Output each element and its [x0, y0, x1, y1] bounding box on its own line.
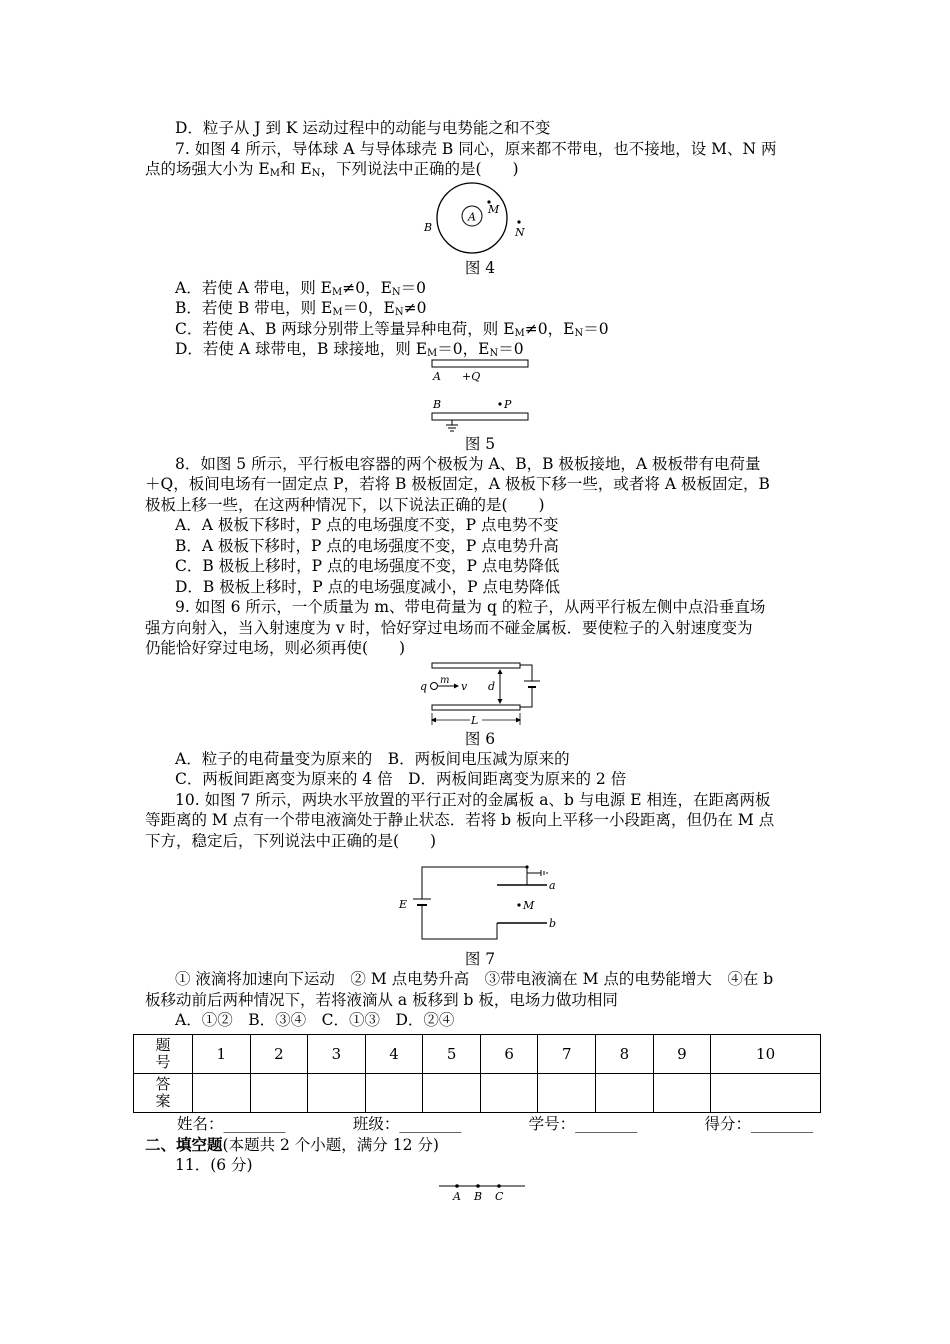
q8-option-d: D．B 极板上移时，P 点的电场强度减小，P 点电势降低: [175, 577, 560, 596]
label-a: A: [433, 369, 441, 383]
figure-q11: [433, 1180, 527, 1210]
label-q: q: [420, 679, 428, 693]
lower-plate: [432, 705, 520, 710]
q9-stem-line2: 强方向射入，当入射速度为 v 时，恰好穿过电场而不碰金属板．要使粒子的入射速度变为: [145, 618, 753, 637]
point-a: [455, 1184, 459, 1188]
answer-cell[interactable]: [538, 1073, 596, 1112]
label-b: B: [474, 1189, 483, 1203]
number-header: 题 号: [134, 1034, 193, 1073]
label-a: A: [453, 1189, 461, 1203]
figure-7-caption: 图 7: [464, 950, 496, 968]
question-number: 7: [538, 1034, 596, 1073]
student-info-line: [145, 1113, 815, 1135]
name-field[interactable]: 姓名：________: [177, 1114, 286, 1133]
label-a: a: [549, 879, 556, 892]
q9-stem-line1: 9. 如图 6 所示，一个质量为 m、带电荷量为 q 的粒子，从两平行板左侧中点沿垂直场: [175, 598, 766, 616]
label-b: B: [424, 220, 433, 234]
question-number: 2: [250, 1034, 308, 1073]
answer-cell[interactable]: [711, 1073, 821, 1112]
answer-table-answer-row: [134, 1073, 821, 1112]
question-number: 3: [308, 1034, 366, 1073]
point-m: [517, 903, 520, 906]
answer-cell[interactable]: [480, 1073, 538, 1112]
question-number: 4: [365, 1034, 423, 1073]
q8-stem-line3: 极板上移一些，在这两种情况下，以下说法正确的是( ): [145, 495, 545, 514]
q9-stem-line3: 仍能恰好穿过电场，则必须再使( ): [145, 639, 406, 657]
label-e: E: [399, 898, 408, 911]
answer-header: 答 案: [134, 1073, 193, 1112]
figure-4-caption: 图 4: [464, 258, 496, 277]
question-number: 8: [596, 1034, 654, 1073]
q9-option-ab: A．粒子的电荷量变为原来的 B．两板间电压减为原来的: [175, 749, 570, 768]
q8-option-c: C．B 极板上移时，P 点的电场强度不变，P 点电势降低: [175, 557, 560, 575]
label-v: v: [461, 679, 468, 693]
q8-option-b: B．A 极板下移时，P 点的电场强度不变，P 点电势升高: [175, 536, 559, 555]
label-b: B: [433, 397, 442, 411]
label-b: b: [549, 917, 557, 930]
label-m: M: [488, 202, 500, 216]
ground-symbol: [527, 867, 547, 876]
label-p: P: [504, 397, 512, 411]
student-no-field[interactable]: 学号：________: [528, 1114, 638, 1133]
ground-symbol: [446, 420, 458, 431]
label-l: L: [471, 713, 479, 727]
q8-stem-line1: 8．如图 5 所示，平行板电容器的两个极板为 A、B，B 极板接地，A 极板带有电荷量: [175, 454, 761, 473]
q10-stem-line1: 10. 如图 7 所示，两块水平放置的平行正对的金属板 a、b 与电源 E 相连，在距离两板: [175, 790, 771, 809]
figure-7: [397, 865, 563, 947]
q8-option-a: A．A 极板下移时，P 点的电场强度不变，P 点电势不变: [175, 516, 559, 534]
plate-a: [432, 360, 528, 367]
q7-option-d: D．若使 A 球带电，B 球接地，则 $E_M=0$，$E_N=0$: [175, 340, 524, 359]
q10-statements-line2: 板移动前后两种情况下，若将液滴从 a 板移到 b 板，电场力做功相同: [145, 990, 618, 1009]
question-number: 5: [423, 1034, 481, 1073]
q10-stem-line2: 等距离的 M 点有一个带电液滴处于静止状态．若将 b 板向上平移一小段距离，但仍在 M 点: [145, 811, 775, 829]
question-number: 9: [653, 1034, 711, 1073]
q7-stem-line2: 点的场强大小为 $E_M$和 $E_N$，下列说法中正确的是( ): [145, 160, 519, 179]
figure-5: [428, 358, 532, 434]
figure-5-caption: 图 5: [464, 434, 496, 453]
q6-option-d: D．粒子从 J 到 K 运动过程中的动能与电势能之和不变: [175, 119, 551, 137]
q10-options: A．①② B．③④ C．①③ D．②④: [175, 1011, 455, 1029]
score-field[interactable]: 得分：________: [704, 1114, 813, 1133]
label-n: N: [515, 225, 525, 239]
point-p: [498, 402, 501, 405]
q7-option-c: C．若使 A、B 两球分别带上等量异种电荷，则 $E_M\ne 0$，$E_N=0$: [175, 319, 609, 339]
answer-table: [133, 1034, 821, 1113]
label-d: d: [488, 679, 496, 693]
plate-b: [432, 413, 528, 420]
q9-option-cd: C．两板间距离变为原来的 4 倍 D．两板间距离变为原来的 2 倍: [175, 770, 627, 788]
answer-cell[interactable]: [193, 1073, 251, 1112]
figure-6-caption: 图 6: [464, 729, 496, 748]
q7-stem-line1: 7. 如图 4 所示，导体球 A 与导体球壳 B 同心，原来都不带电，也不接地，设 M、N 两: [175, 139, 777, 158]
particle: [431, 682, 438, 689]
point-b: [476, 1184, 480, 1188]
question-number: 6: [480, 1034, 538, 1073]
q10-stem-line3: 下方，稳定后，下列说法中正确的是( ): [145, 831, 437, 850]
label-a: A: [468, 210, 476, 223]
label-q: +Q: [462, 369, 481, 383]
exam-page: [145, 118, 815, 1210]
point-c: [497, 1184, 501, 1188]
q10-statements-line1: ① 液滴将加速向下运动 ② M 点电势升高 ③带电液滴在 M 点的电势能增大 ④在 b: [175, 970, 774, 988]
point-n: [517, 220, 520, 223]
figure-6: [420, 661, 540, 729]
answer-cell[interactable]: [250, 1073, 308, 1112]
answer-cell[interactable]: [308, 1073, 366, 1112]
answer-table-number-row: [134, 1034, 821, 1073]
question-number: 1: [193, 1034, 251, 1073]
q11-label: 11．(6 分): [175, 1156, 253, 1174]
answer-cell[interactable]: [423, 1073, 481, 1112]
q7-option-a: A．若使 A 带电，则 $E_M\ne 0$，$E_N=0$: [175, 278, 427, 298]
label-m: m: [440, 674, 450, 686]
q8-stem-line2: ＋Q，板间电场有一固定点 P，若将 B 极板固定，A 极板下移一些，或者将 A 极板固定，B: [145, 475, 770, 493]
q7-option-b: B．若使 B 带电，则 $E_M=0$，$E_N\ne 0$: [175, 299, 427, 318]
label-m: M: [523, 899, 535, 912]
upper-plate: [432, 663, 520, 668]
answer-cell[interactable]: [653, 1073, 711, 1112]
class-field[interactable]: 班级：________: [352, 1114, 462, 1133]
question-number: 10: [711, 1034, 821, 1073]
answer-cell[interactable]: [596, 1073, 654, 1112]
label-c: C: [495, 1189, 504, 1203]
answer-cell[interactable]: [365, 1073, 423, 1112]
section-2-heading: 二、填空题(本题共 2 个小题，满分 12 分): [145, 1134, 439, 1154]
figure-4: [410, 182, 550, 258]
